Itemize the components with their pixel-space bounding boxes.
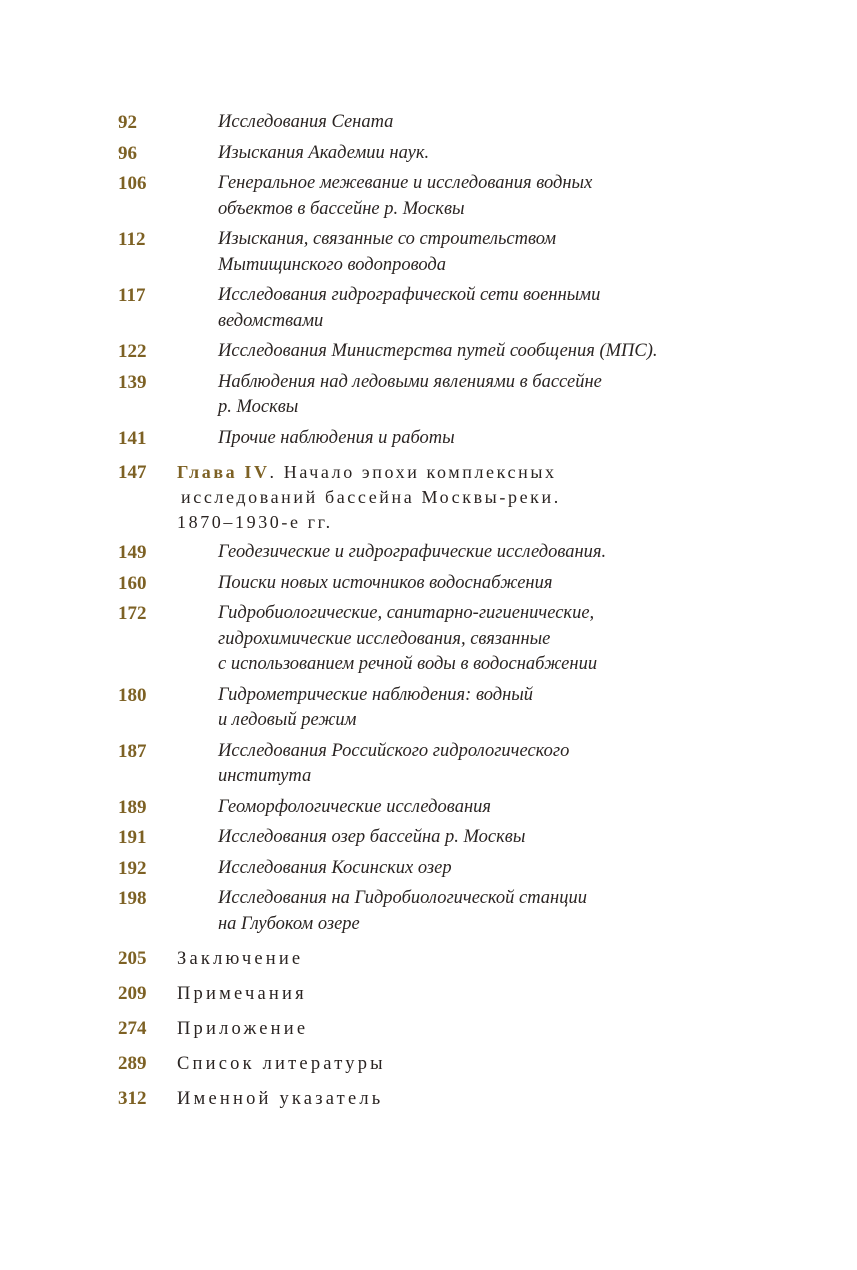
back-matter-title: Список литературы <box>177 1054 386 1074</box>
toc-entry[interactable] <box>0 683 857 734</box>
entry-title-line: Гидрометрические наблюдения: водный <box>218 684 534 705</box>
entry-title-line: Гидробиологические, санитарно-гигиенические, <box>218 603 595 623</box>
toc-entry[interactable] <box>0 283 857 334</box>
toc-entry[interactable] <box>0 339 857 365</box>
toc-entry[interactable] <box>0 795 857 821</box>
back-matter-title: Приложение <box>177 1019 309 1039</box>
toc-entry[interactable] <box>0 739 857 790</box>
entry-title <box>218 825 738 851</box>
toc-entry[interactable] <box>0 141 857 167</box>
entry-title <box>218 683 738 734</box>
page-number: 187 <box>118 740 147 762</box>
entry-title <box>218 886 738 937</box>
page-number: 209 <box>118 983 147 1004</box>
toc-entry[interactable] <box>0 370 857 421</box>
toc-entry[interactable] <box>0 110 857 136</box>
entry-title-line: Изыскания Академии наук. <box>218 142 430 163</box>
chapter-page-number: 147 <box>118 462 147 483</box>
entry-title <box>218 283 738 334</box>
page-number: 160 <box>118 572 147 594</box>
entry-title-line: Мытищинского водопровода <box>218 254 446 275</box>
entry-title <box>218 540 738 566</box>
chapter-title <box>177 460 657 535</box>
page-number: 172 <box>118 603 147 624</box>
chapter-title-line-2: исследований бассейна Москвы-реки. <box>181 487 561 507</box>
entry-title-line: Генеральное межевание и исследования водных <box>218 173 593 193</box>
entry-title-line: Исследования Российского гидрологического <box>218 740 570 761</box>
page-number: 117 <box>118 285 146 306</box>
chapter-title-line-1: . Начало эпохи комплексных <box>269 462 557 482</box>
page-number: 192 <box>118 857 147 879</box>
toc-entry[interactable] <box>0 825 857 851</box>
chapter-entry[interactable] <box>0 460 857 535</box>
entry-title-line: Исследования Косинских озер <box>218 857 452 878</box>
entry-title <box>218 227 738 278</box>
entry-title <box>218 339 738 365</box>
entry-title <box>218 171 738 222</box>
entry-title <box>218 426 738 452</box>
page-number: 139 <box>118 371 147 393</box>
entry-title-line: Изыскания, связанные со строительством <box>218 229 557 249</box>
entry-title-line: на Глубоком озере <box>218 913 360 934</box>
toc-entry[interactable] <box>0 571 857 597</box>
toc-entry[interactable] <box>0 171 857 222</box>
entry-title-line: гидрохимические исследования, связанные <box>218 628 551 649</box>
page-number: 149 <box>118 542 147 563</box>
page-number: 289 <box>118 1053 147 1074</box>
entry-title-line: Исследования гидрографической сети военными <box>218 285 601 305</box>
section-list <box>0 110 857 451</box>
entry-title <box>218 110 738 136</box>
entry-title <box>218 370 738 421</box>
page-number: 141 <box>118 427 147 449</box>
entry-title-line: ведомствами <box>218 310 324 331</box>
page-number: 312 <box>118 1088 147 1109</box>
page-number: 198 <box>118 888 147 909</box>
page-number: 122 <box>118 341 147 362</box>
back-matter-list <box>0 948 857 1123</box>
entry-title-line: Геоморфологические исследования <box>218 796 491 817</box>
toc-entry[interactable] <box>0 886 857 937</box>
back-matter-entry[interactable] <box>0 1053 857 1088</box>
entry-title-line: Геодезические и гидрографические исследования. <box>218 542 607 562</box>
back-matter-title: Заключение <box>177 949 304 969</box>
page-number: 92 <box>118 112 137 133</box>
back-matter-entry[interactable] <box>0 1018 857 1053</box>
toc-entry[interactable] <box>0 227 857 278</box>
entry-title-line: Исследования озер бассейна р. Москвы <box>218 827 526 847</box>
entry-title-line: Исследования Сената <box>218 112 394 132</box>
page-number: 96 <box>118 142 137 164</box>
entry-title <box>218 141 738 167</box>
page-number: 180 <box>118 684 147 706</box>
chapter-section-list <box>0 540 857 937</box>
entry-title-line: Наблюдения над ледовыми явлениями в бассейне <box>218 371 602 392</box>
entry-title-line: Поиски новых источников водоснабжения <box>218 572 553 593</box>
toc-entry[interactable] <box>0 540 857 566</box>
back-matter-title: Именной указатель <box>177 1089 384 1109</box>
toc-entry[interactable] <box>0 426 857 452</box>
page-number: 274 <box>118 1018 147 1039</box>
chapter-title-line-3: 1870–1930-е гг. <box>177 512 333 532</box>
entry-title <box>218 795 738 821</box>
page-number: 106 <box>118 173 147 194</box>
back-matter-entry[interactable] <box>0 983 857 1018</box>
entry-title <box>218 739 738 790</box>
entry-title <box>218 601 738 678</box>
entry-title <box>218 571 738 597</box>
page-number: 189 <box>118 796 147 818</box>
entry-title-line: с использованием речной воды в водоснабжении <box>218 654 598 674</box>
entry-title-line: и ледовый режим <box>218 710 357 730</box>
toc-entry[interactable] <box>0 856 857 882</box>
entry-title-line: института <box>218 766 312 786</box>
entry-title-line: Исследования Министерства путей сообщения (МПС). <box>218 341 658 361</box>
page-number: 112 <box>118 229 146 250</box>
back-matter-entry[interactable] <box>0 1088 857 1123</box>
back-matter-title: Примечания <box>177 984 307 1004</box>
entry-title <box>218 856 738 882</box>
entry-title-line: р. Москвы <box>218 397 299 417</box>
back-matter-entry[interactable] <box>0 948 857 983</box>
entry-title-line: Исследования на Гидробиологической станции <box>218 888 587 908</box>
toc-entry[interactable] <box>0 601 857 678</box>
table-of-contents <box>0 110 857 1123</box>
entry-title-line: Прочие наблюдения и работы <box>218 427 455 448</box>
entry-title-line: объектов в бассейне р. Москвы <box>218 198 465 219</box>
page-number: 205 <box>118 948 147 969</box>
page-number: 191 <box>118 827 147 848</box>
chapter-label: Глава IV <box>177 462 270 482</box>
